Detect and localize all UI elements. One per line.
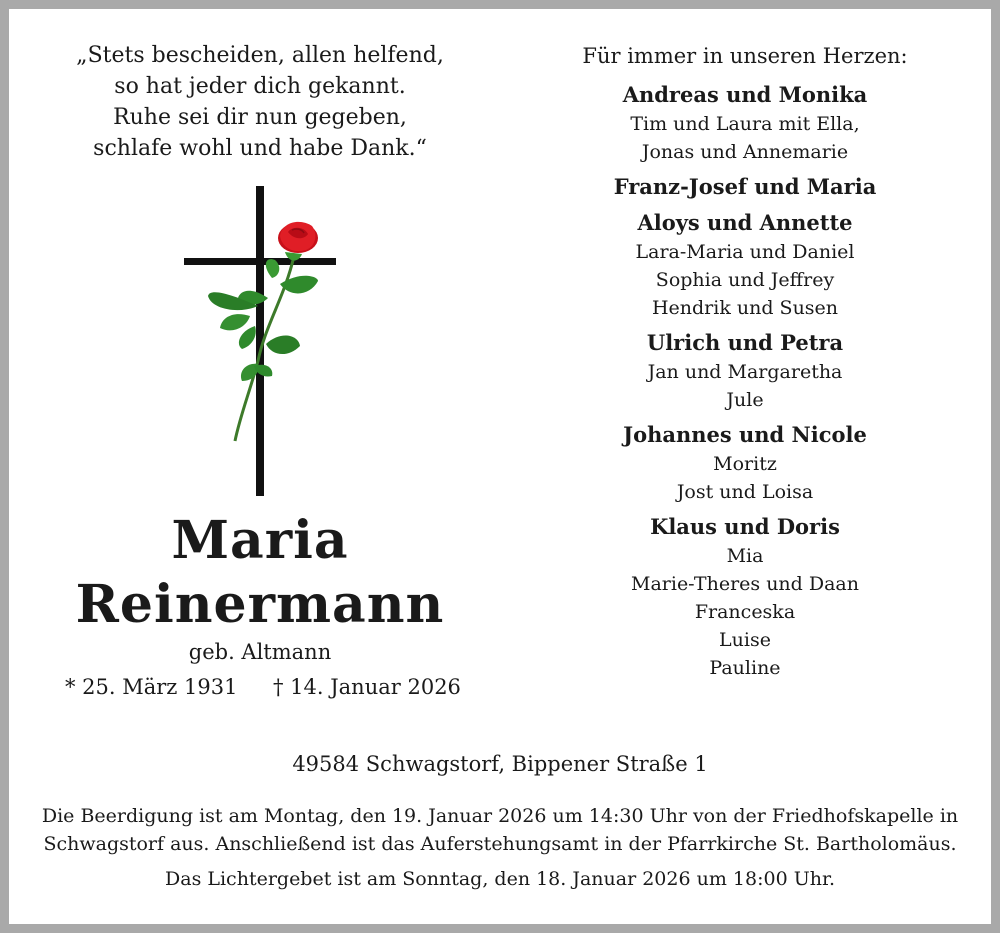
- family-head: Andreas und Monika: [622, 82, 868, 107]
- family-member: Moritz: [713, 453, 777, 475]
- family-member: Marie-Theres und Daan: [631, 573, 859, 595]
- mourners-intro: Für immer in unseren Herzen:: [582, 44, 908, 68]
- funeral-line: Die Beerdigung ist am Montag, den 19. Januar 2026 um 14:30 Uhr von der Friedhofskapelle in: [41, 805, 959, 827]
- memorial-quote: [60, 40, 460, 164]
- family-member: Franceska: [694, 601, 796, 623]
- family-member: Luise: [719, 629, 771, 651]
- cross-with-rose-icon: [180, 186, 340, 496]
- family-head: Johannes und Nicole: [623, 422, 867, 447]
- family-member: Jan und Margaretha: [647, 361, 843, 383]
- maiden-name: geb. Altmann: [188, 640, 332, 664]
- first-name: Maria: [171, 510, 349, 571]
- funeral-line: Schwagstorf aus. Anschließend ist das Auferstehungsamt in der Pfarrkirche St. Bartholomäus.: [43, 833, 957, 855]
- quote-line: so hat jeder dich gekannt.: [114, 74, 406, 99]
- family-head: Klaus und Doris: [650, 514, 840, 539]
- address: 49584 Schwagstorf, Bippener Straße 1: [292, 752, 708, 776]
- family-member: Mia: [726, 545, 764, 567]
- birth-date: * 25. März 1931: [65, 675, 238, 699]
- quote-line: schlafe wohl und habe Dank.“: [93, 136, 427, 161]
- vigil-details: Das Lichtergebet ist am Sonntag, den 18. Januar 2026 um 18:00 Uhr.: [165, 868, 835, 890]
- last-name: Reinermann: [75, 574, 445, 635]
- family-group: [545, 80, 945, 166]
- family-member: Sophia und Jeffrey: [655, 269, 835, 291]
- family-head: Aloys und Annette: [637, 210, 853, 235]
- family-member: Hendrik und Susen: [651, 297, 839, 319]
- family-group: [545, 208, 945, 322]
- family-member: Jonas und Annemarie: [641, 141, 849, 163]
- family-group: [545, 512, 945, 682]
- family-member: Pauline: [709, 657, 781, 679]
- family-member: Jost und Loisa: [676, 481, 814, 503]
- quote-line: „Stets bescheiden, allen helfend,: [76, 43, 444, 68]
- quote-line: Ruhe sei dir nun gegeben,: [113, 105, 407, 130]
- death-date: † 14. Januar 2026: [273, 675, 461, 699]
- family-head: Ulrich und Petra: [646, 330, 844, 355]
- family-group: [545, 328, 945, 414]
- family-member: Lara-Maria und Daniel: [635, 241, 855, 263]
- family-group: [545, 420, 945, 506]
- family-group: [545, 172, 945, 202]
- family-member: Jule: [726, 389, 764, 411]
- family-member: Tim und Laura mit Ella,: [630, 113, 860, 135]
- mourners-list: [545, 40, 945, 688]
- family-head: Franz-Josef und Maria: [613, 174, 877, 199]
- funeral-details: [40, 802, 960, 858]
